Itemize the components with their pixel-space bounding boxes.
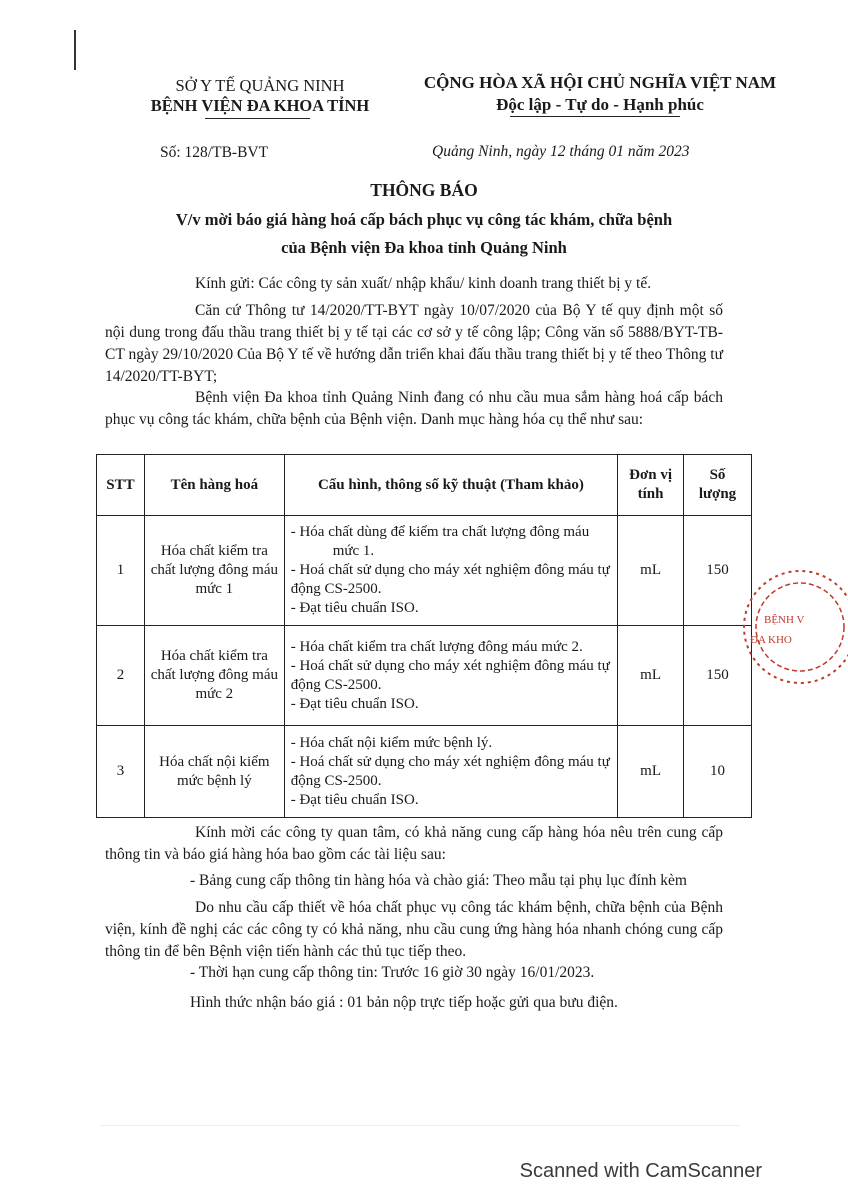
table-row — [97, 516, 752, 626]
spec-line: - Đạt tiêu chuẩn ISO. — [290, 791, 419, 808]
scan-artifact-line — [100, 1125, 740, 1126]
spec-line: - Hoá chất sử dụng cho máy xét nghiệm đông máu tự động CS-2500. — [290, 657, 610, 693]
header-unit-line-2: tính — [637, 486, 664, 502]
header-unit — [618, 455, 684, 516]
spec-line: - Đạt tiêu chuẩn ISO. — [290, 695, 419, 712]
stamp-text-line-2: ĐA KHO — [750, 634, 792, 646]
motto-line-2: Độc lập - Tự do - Hạnh phúc — [496, 95, 704, 114]
row-qty: 10 — [684, 726, 752, 818]
document-title: THÔNG BÁO — [370, 180, 478, 200]
legal-basis: Căn cứ Thông tư 14/2020/TT-BYT ngày 10/07/2020 của Bộ Y tế quy định một số nội dung trong đấu thầu trang thiết bị y tế tại các cơ sở y tế công lập; Công văn số 5888/BYT-TB-CT ngày 29/10/2020 Của Bộ Y tế về hướng dẫn triển khai đấu thầu trang thiết bị y tế theo Thông tư 14/2020/TT-BYT; — [105, 302, 723, 385]
row-qty: 150 — [684, 516, 752, 626]
recipient: Kính gửi: Các công ty sản xuất/ nhập khẩu/ kinh doanh trang thiết bị y tế. — [195, 275, 652, 292]
spec-line: - Hóa chất dùng để kiểm tra chất lượng đông máu — [290, 524, 590, 540]
document-date: Quảng Ninh, ngày 12 tháng 01 năm 2023 — [432, 143, 690, 160]
stamp-outer-ring — [744, 571, 848, 683]
table-header-row — [97, 455, 752, 516]
header-qty-line-1: Số — [709, 467, 726, 483]
hospital-seal-stamp — [738, 565, 848, 685]
header-spec: Cấu hình, thông số kỹ thuật (Tham khảo) — [284, 455, 617, 516]
intro-paragraph: Bệnh viện Đa khoa tỉnh Quảng Ninh đang có nhu cầu mua sắm hàng hoá cấp bách phục vụ công tác khám, chữa bệnh của Bệnh viện. Danh mục hàng hóa cụ thể như sau: — [105, 389, 723, 428]
header-name: Tên hàng hoá — [144, 455, 284, 516]
spec-line: - Đạt tiêu chuẩn ISO. — [290, 600, 419, 616]
row-name: Hóa chất nội kiểm mức bệnh lý — [144, 726, 284, 818]
row-unit: mL — [618, 726, 684, 818]
motto-underline — [510, 116, 680, 117]
scanner-watermark: Scanned with CamScanner — [519, 1160, 762, 1182]
header-qty-line-2: lượng — [698, 486, 737, 502]
authority-line-2: BỆNH VIỆN ĐA KHOA TỈNH — [150, 96, 370, 115]
row-stt: 2 — [97, 626, 145, 726]
table-row — [97, 626, 752, 726]
motto-line-1: CỘNG HÒA XÃ HỘI CHỦ NGHĨA VIỆT NAM — [423, 73, 777, 92]
row-spec — [284, 626, 617, 726]
issuing-authority — [110, 76, 410, 116]
document-subject-line-1: V/v mời báo giá hàng hoá cấp bách phục vụ công tác khám, chữa bệnh — [175, 210, 673, 229]
spec-line: - Hoá chất sử dụng cho máy xét nghiệm đông máu tự động CS-2500. — [290, 562, 610, 597]
spec-line: - Hoá chất sử dụng cho máy xét nghiệm đông máu tự động CS-2500. — [290, 753, 610, 789]
spec-line: - Hóa chất kiểm tra chất lượng đông máu mức 2. — [290, 638, 583, 655]
pen-mark — [74, 30, 76, 70]
authority-line-1: SỞ Y TẾ QUẢNG NINH — [175, 76, 345, 95]
urgency-paragraph: Do nhu cầu cấp thiết về hóa chất phục vụ công tác khám bệnh, chữa bệnh của Bệnh viện, kính đề nghị các các công ty có khả năng, nhu cầu cung ứng hàng hóa nhanh chóng cung cấp thông tin để bên Bệnh viện tiến hành các thủ tục tiếp theo. — [105, 899, 723, 960]
required-document-item: - Bảng cung cấp thông tin hàng hóa và chào giá: Theo mẫu tại phụ lục đính kèm — [190, 872, 687, 889]
row-unit: mL — [618, 626, 684, 726]
authority-underline — [205, 118, 310, 119]
row-qty: 150 — [684, 626, 752, 726]
goods-table — [96, 454, 752, 818]
invitation-paragraph: Kính mời các công ty quan tâm, có khả năng cung cấp hàng hóa nêu trên cung cấp thông tin và báo giá hàng hóa bao gồm các tài liệu sau: — [105, 824, 723, 863]
header-stt: STT — [97, 455, 145, 516]
spec-line: - Hóa chất nội kiểm mức bệnh lý. — [290, 734, 493, 751]
row-unit: mL — [618, 516, 684, 626]
submission-method-line: Hình thức nhận báo giá : 01 bản nộp trực tiếp hoặc gửi qua bưu điện. — [190, 994, 618, 1011]
document-subject-line-2: của Bệnh viện Đa khoa tỉnh Quảng Ninh — [281, 238, 567, 257]
row-name: Hóa chất kiểm tra chất lượng đông máu mức 2 — [144, 626, 284, 726]
table-row — [97, 726, 752, 818]
spec-line: mức 1. — [332, 543, 375, 559]
row-name: Hóa chất kiểm tra chất lượng đông máu mức 1 — [144, 516, 284, 626]
deadline-line: - Thời hạn cung cấp thông tin: Trước 16 giờ 30 ngày 16/01/2023. — [190, 964, 595, 981]
header-qty — [684, 455, 752, 516]
national-motto — [380, 72, 820, 116]
row-spec — [284, 726, 617, 818]
stamp-text-line-1: BỆNH V — [764, 614, 805, 626]
header-unit-line-1: Đơn vị — [629, 467, 673, 483]
row-stt: 1 — [97, 516, 145, 626]
document-number: Số: 128/TB-BVT — [160, 144, 269, 161]
stamp-inner-ring — [756, 583, 844, 671]
row-spec — [284, 516, 617, 626]
row-stt: 3 — [97, 726, 145, 818]
